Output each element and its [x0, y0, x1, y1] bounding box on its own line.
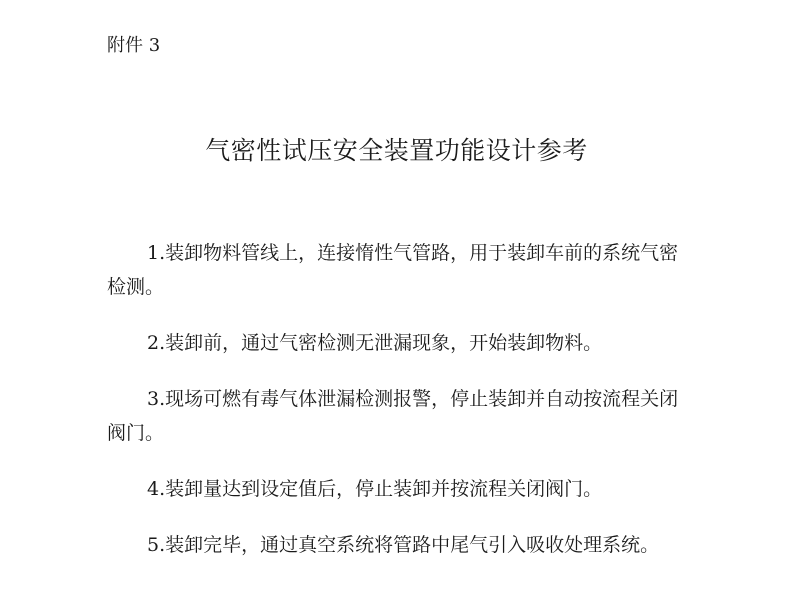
paragraph-1: 1.装卸物料管线上，连接惰性气管路，用于装卸车前的系统气密检测。: [107, 242, 679, 298]
paragraph-4: 4.装卸量达到设定值后，停止装卸并按流程关闭阀门。: [147, 478, 603, 500]
paragraph-2: 2.装卸前，通过气密检测无泄漏现象，开始装卸物料。: [147, 332, 603, 354]
paragraph-5: 5.装卸完毕，通过真空系统将管路中尾气引入吸收处理系统。: [147, 534, 660, 556]
document-title: 气密性试压安全装置功能设计参考: [205, 136, 588, 165]
attachment-label: 附件 3: [107, 35, 161, 56]
document-body: [107, 236, 697, 584]
paragraph-3: 3.现场可燃有毒气体泄漏检测报警，停止装卸并自动按流程关闭阀门。: [107, 388, 679, 444]
